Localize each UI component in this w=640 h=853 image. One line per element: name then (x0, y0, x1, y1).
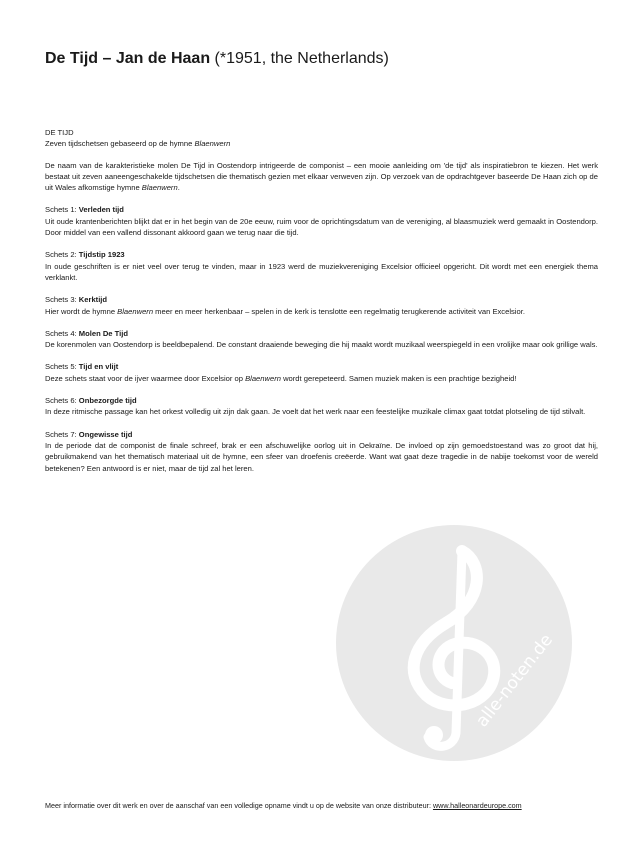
sketch-1 (45, 204, 598, 238)
sketch-text: In de periode dat de componist de finale schreef, brak er een afschuwelijke oorlog uit in Oekraïne. De invloed op zijn gemoedstoestand was zo groot dat hij, gebruikmakend van het thematisch materiaal uit de hymne, een sfeer van droefenis creëerde. Want wat gaat deze tragedie in de nabije toekomst voor de wereld betekenen? Een antwoord is er niet, maar de tijd zal het leren. (45, 440, 598, 473)
sketch-4 (45, 328, 598, 351)
sketch-heading: Schets 3: Kerktijd (45, 295, 108, 305)
footer (45, 801, 605, 811)
sketch-text: Deze schets staat voor de ijver waarmee door Excelsior op Blaenwern wordt gerepeteerd. Samen muziek maken is een prachtige bezigheid! (45, 373, 517, 383)
distributor-link[interactable]: www.halleonardeurope.com (432, 801, 522, 810)
program-notes (45, 127, 598, 485)
work-subtitle: Zeven tijdschetsen gebaseerd op de hymne (45, 139, 195, 149)
hymne-name: Blaenwern (194, 139, 231, 149)
page-title (45, 49, 605, 69)
sketch-6 (45, 395, 598, 418)
sketch-heading: Schets 2: Tijdstip 1923 (45, 250, 125, 260)
sketch-text: De korenmolen van Oostendorp is beeldbepalend. De constant draaiende beweging die hij maakt wordt muzikaal weerspiegeld in een vrolijke maar ook grillige wals. (45, 340, 598, 350)
sketch-text: Hier wordt de hymne Blaenwern meer en meer herkenbaar – spelen in de kerk is tenslotte een regelmatig terugkerende activiteit van Excelsior. (45, 306, 525, 316)
sketch-heading: Schets 4: Molen De Tijd (45, 328, 129, 338)
sketch-2 (45, 249, 598, 283)
sketch-5 (45, 361, 598, 384)
sketch-heading: Schets 6: Onbezorgde tijd (45, 396, 137, 406)
sketch-heading: Schets 7: Ongewisse tijd (45, 429, 133, 439)
sketch-heading: Schets 1: Verleden tijd (45, 205, 124, 215)
title-work-and-composer: De Tijd – Jan de Haan (45, 50, 211, 67)
sketch-heading: Schets 5: Tijd en vlijt (45, 362, 119, 372)
sketch-7 (45, 429, 598, 474)
title-composer-details: (*1951, the Netherlands) (210, 50, 389, 67)
sketch-3 (45, 294, 598, 317)
sketch-text: Uit oude krantenberichten blijkt dat er in het begin van de 20e eeuw, ruim voor de oprichtingsdatum van de vereniging, al blaasmuziek werd gemaakt in Oostendorp. Door middel van een vallend dissonant akkoord gaan we terug naar die tijd. (45, 216, 598, 238)
watermark-text: alle-noten.de (472, 630, 558, 732)
footer-text: Meer informatie over dit werk en over de aanschaf van een volledige opname vindt u op de website van onze distributeur: (45, 801, 433, 810)
work-heading: DE TIJD (45, 128, 74, 137)
sketch-text: In deze ritmische passage kan het orkest volledig uit zijn dak gaan. Je voelt dat het werk naar een feestelijke muzikale climax gaat totdat plotseling de tijd stilvalt. (45, 407, 586, 417)
sketch-text: In oude geschriften is er niet veel over terug te vinden, maar in 1923 werd de muziekvereniging Excelsior officieel opgericht. Dit wordt met een energiek thema verklankt. (45, 261, 598, 282)
intro-heading (45, 127, 598, 150)
intro-paragraph: De naam van de karakteristieke molen De Tijd in Oostendorp intrigeerde de componist – een mooie aanleiding om 'de tijd' als inspiratiebron te kiezen. Het werk bestaat uit zeven aaneengeschakelde tijdschetsen die thematisch gezien met elkaar verweven zijn. Op verzoek van de opdrachtgever baseerde De Haan zich op de uit Wales afkomstige hymne Blaenwern. (45, 160, 598, 193)
treble-clef-watermark-icon (334, 523, 574, 763)
